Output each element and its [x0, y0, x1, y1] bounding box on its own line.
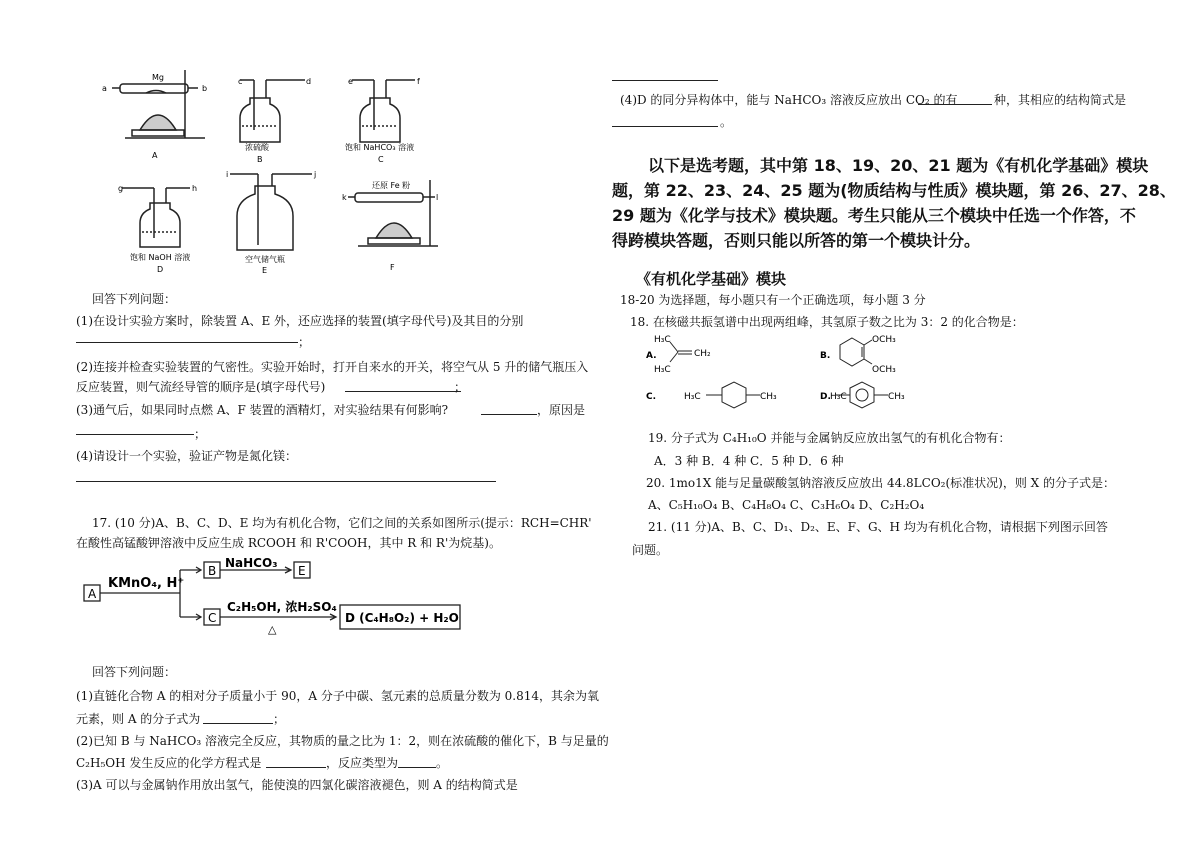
notice-line1: 以下是选考题，其中第 18、19、20、21 题为《有机化学基础》模块 — [648, 156, 1149, 175]
option-c-label: C. — [646, 392, 657, 402]
a-h3c-bottom: H₃C — [654, 365, 671, 375]
q20-options: A、C₅H₁₀O₄ B、C₄H₈O₄ C、C₃H₆O₄ D、C₂H₂O₄ — [648, 498, 925, 512]
b-och3-top: OCH₃ — [872, 335, 896, 345]
caption-e: E — [262, 266, 268, 275]
answer-intro: 回答下列问题： — [92, 292, 177, 306]
option-d-label: D. — [820, 392, 831, 402]
d-h3c: H₃C — [830, 392, 847, 402]
q16-3-end: ； — [194, 427, 207, 441]
label-l: l — [436, 193, 439, 202]
q20-stem: 20. 1mo1X 能与足量碳酸氢钠溶液反应放出 44.8LCO₂(标准状况)，则 X 的分子式是： — [646, 476, 1115, 490]
answer-blank[interactable] — [266, 767, 326, 768]
label-g: g — [118, 184, 124, 193]
option-a-label: A. — [646, 351, 657, 361]
module-title: 《有机化学基础》模块 — [636, 270, 787, 288]
q17-1-line1: (1)直链化合物 A 的相对分子质量小于 90，A 分子中碳、氢元素的总质量分数为 0.814，其余为氧 — [76, 689, 600, 703]
label-c: c — [238, 77, 243, 86]
q18-structures — [640, 330, 940, 416]
answer-blank[interactable] — [481, 414, 537, 415]
label-air-bottle: 空气储气瓶 — [245, 255, 285, 264]
label-h: h — [192, 184, 198, 193]
reagent-ethanol: C₂H₅OH, 浓H₂SO₄ — [227, 600, 337, 614]
label-i: i — [226, 170, 229, 179]
reagent-kmno4: KMnO₄, H⁺ — [108, 576, 185, 591]
label-d: d — [306, 77, 312, 86]
q17-line2: 在酸性高锰酸钾溶液中反应生成 RCOOH 和 R'COOH，其中 R 和 R'为烷基)。 — [76, 536, 501, 550]
label-a: a — [102, 84, 107, 93]
a-h3c-top: H₃C — [654, 335, 671, 345]
q18-stem: 18. 在核磁共振氢谱中出现两组峰，其氢原子数之比为 3：2 的化合物是： — [630, 315, 1024, 329]
label-k: k — [342, 193, 347, 202]
node-a: A — [88, 587, 97, 601]
reagent-nahco3: NaHCO₃ — [225, 556, 278, 570]
node-c: C — [208, 611, 217, 625]
q21-line2: 问题。 — [632, 543, 669, 557]
q19-stem: 19. 分子式为 C₄H₁₀O 并能与金属钠反应放出氢气的有机化合物有： — [648, 431, 1011, 445]
q17-2-type: ，反应类型为 — [326, 756, 399, 770]
answer-intro-2: 回答下列问题： — [92, 665, 177, 679]
q17-4-line1: (4)D 的同分异构体中，能与 NaHCO₃ 溶液反应放出 CO₂ 的有 — [620, 93, 958, 107]
heat-symbol: △ — [268, 623, 277, 635]
option-b-label: B. — [820, 351, 831, 361]
q16-4: (4)请设计一个实验，验证产物是氮化镁： — [76, 449, 297, 463]
q16-1-end: ； — [298, 335, 311, 349]
q16-2-end: ； — [454, 380, 467, 394]
q17-2-line2: C₂H₅OH 发生反应的化学方程式是 — [76, 756, 262, 770]
reaction-scheme — [80, 555, 470, 635]
q17-1-end: ； — [273, 712, 286, 726]
a-ch2: CH₂ — [694, 349, 711, 359]
q17-2-end: 。 — [436, 756, 449, 770]
caption-c: C — [378, 155, 384, 164]
label-naoh: 饱和 NaOH 溶液 — [130, 253, 191, 262]
answer-blank[interactable] — [398, 767, 436, 768]
label-b: b — [202, 84, 208, 93]
q16-2-line1: (2)连接并检查实验装置的气密性。实验开始时，打开自来水的开关，将空气从 5 升的储气瓶压入 — [76, 360, 589, 374]
caption-d: D — [157, 265, 164, 274]
node-e: E — [298, 564, 306, 578]
mc-instructions: 18-20 为选择题，每小题只有一个正确选项，每小题 3 分 — [620, 293, 926, 307]
caption-b: B — [257, 155, 263, 164]
answer-blank[interactable] — [76, 434, 194, 435]
q16-1-line1: (1)在设计实验方案时，除装置 A、E 外，还应选择的装置(填字母代号)及其目的分别 — [76, 314, 524, 328]
label-nahco3: 饱和 NaHCO₃ 溶液 — [345, 143, 415, 152]
answer-blank[interactable] — [76, 481, 496, 482]
apparatus-figure — [90, 70, 470, 280]
q17-3: (3)A 可以与金属钠作用放出氢气，能使溴的四氯化碳溶液褪色，则 A 的结构简式是 — [76, 778, 518, 792]
answer-blank[interactable] — [203, 723, 273, 724]
q17-4-line1b: 种，其相应的结构简式是 — [994, 93, 1127, 107]
c-ch3: CH₃ — [760, 392, 777, 402]
b-och3-bottom: OCH₃ — [872, 365, 896, 375]
caption-f: F — [390, 263, 395, 272]
q17-2-line1: (2)已知 B 与 NaHCO₃ 溶液完全反应，其物质的量之比为 1：2，则在浓硫酸的催化下，B 与足量的 — [76, 734, 609, 748]
notice-line4: 得跨模块答题，否则只能以所答的第一个模块计分。 — [612, 231, 981, 250]
answer-blank[interactable] — [918, 104, 992, 105]
label-fe-powder: 还原 Fe 粉 — [372, 181, 411, 190]
node-d-product: D (C₄H₈O₂) + H₂O — [345, 611, 459, 625]
q17-1-line2: 元素，则 A 的分子式为 — [76, 712, 201, 726]
q16-2-line2: 反应装置，则气流经导管的顺序是(填字母代号) — [76, 380, 326, 394]
q17-4-end: 。 — [720, 115, 733, 129]
answer-blank[interactable] — [345, 391, 461, 392]
node-b: B — [208, 564, 217, 578]
answer-blank[interactable] — [612, 80, 718, 81]
answer-blank[interactable] — [612, 126, 718, 127]
c-h3c: H₃C — [684, 392, 701, 402]
answer-blank[interactable] — [76, 342, 298, 343]
label-j: j — [314, 170, 317, 179]
label-e: e — [348, 77, 353, 86]
q16-3-reason: ，原因是 — [537, 403, 586, 417]
q17-line1: 17. (10 分)A、B、C、D、E 均为有机化合物，它们之间的关系如图所示(提示：RCH=CHR' — [92, 516, 592, 530]
q19-options: A．3 种 B．4 种 C．5 种 D．6 种 — [654, 454, 844, 468]
q21-line1: 21. (11 分)A、B、C、D₁、D₂、E、F、G、H 均为有机化合物，请根据下列图示回答 — [648, 520, 1108, 534]
caption-a: A — [152, 151, 158, 160]
notice-line2: 题，第 22、23、24、25 题为(物质结构与性质》模块题，第 26、27、28、 — [612, 181, 1176, 200]
q16-3-line1: (3)通气后，如果同时点燃 A、F 装置的酒精灯，对实验结果有何影响? — [76, 403, 449, 417]
label-a-mg: Mg — [152, 73, 164, 82]
label-conc-h2so4: 浓硫酸 — [245, 143, 269, 152]
label-f: f — [417, 77, 420, 86]
notice-line3: 29 题为《化学与技术》模块题。考生只能从三个模块中任选一个作答，不 — [612, 206, 1136, 225]
d-ch3: CH₃ — [888, 392, 905, 402]
